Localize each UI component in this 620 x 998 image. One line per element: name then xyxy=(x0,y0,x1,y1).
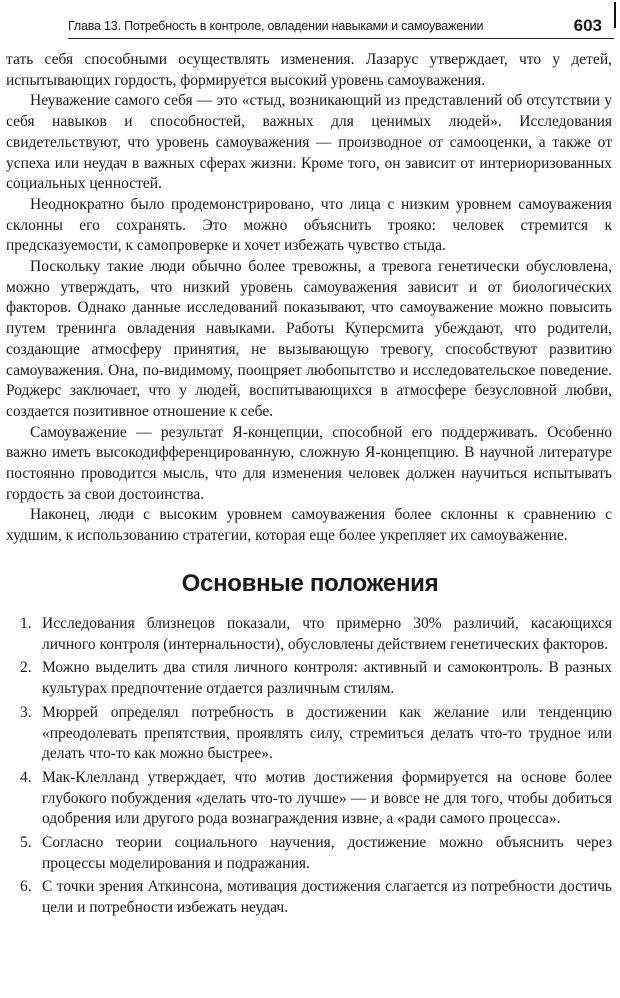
list-item xyxy=(20,703,612,765)
item-text: Мюррей определял потребность в достижении как желание или тенденцию «преодолевать препятствия, проявлять силу, стремиться делать что-то трудное или делать что-то как можно быстрее». xyxy=(42,703,612,763)
item-text: Исследования близнецов показали, что примерно 30% различий, касающихся личного контроля (интернальности), обусловлены действием генетических факторов. xyxy=(42,615,612,653)
paragraph: Неуважение самого себя — это «стыд, возникающий из представлений об отсутствии у себя навыков и способностей, важных для ценимых людей». Исследования свидетельствуют, что уровень самоуважения — производное от самооценки, а также от успеха или неудач в важных сферах жизни. Кроме того, он зависит от интериоризованных социальных ценностей. xyxy=(6,92,612,193)
list-item xyxy=(20,658,612,699)
paragraph: Наконец, люди с высоким уровнем самоуважения более склонны к сравнению с худшим, к использованию стратегии, которая еще более укрепляет их самоуважение. xyxy=(6,506,612,545)
item-text: С точки зрения Аткинсона, мотивация достижения слагается из потребности достичь цели и потребности избежать неудач. xyxy=(42,878,612,917)
item-number: 3. xyxy=(20,703,32,721)
list-item xyxy=(20,614,612,655)
key-points-list xyxy=(20,614,612,922)
item-number: 5. xyxy=(20,834,32,852)
item-number: 2. xyxy=(20,659,32,677)
item-number: 6. xyxy=(20,878,32,896)
list-item xyxy=(20,768,612,830)
page-number: 603 xyxy=(573,16,602,35)
list-item xyxy=(20,877,612,918)
item-text: Согласно теории социального научения, достижение можно объяснить через процессы моделирования и подражания. xyxy=(42,834,612,872)
item-text: Можно выделить два стиля личного контроля: активный и самоконтроль. В разных культурах предпочтение отдается различным стилям. xyxy=(42,659,612,698)
body-text xyxy=(6,50,612,547)
section-title: Основные положения xyxy=(181,570,439,597)
paragraph: тать себя способными осуществлять изменения. Лазарус утверждает, что у детей, испытывающих гордость, формируется высокий уровень самоуважения. xyxy=(6,51,612,89)
paragraph: Поскольку такие люди обычно более тревожны, а тревога генетически обусловлена, можно утверждать, что низкий уровень самоуважения зависит и от биологических факторов. Однако данные исследований показывают, что самоуважение можно повысить путем тренинга овладения навыками. Работы Куперсмита убеждают, что родители, создающие атмосферу принятия, не вызывающую тревогу, способствуют развитию самоуважения. Она, по-видимому, поощряет любопытство и исследовательское поведение. Роджерс заключает, что у людей, воспитывающихся в атмосфере безусловной любви, создается позитивное отношение к себе. xyxy=(6,258,612,420)
page-edge-mark xyxy=(614,2,616,28)
list-item xyxy=(20,833,612,874)
running-head xyxy=(68,14,614,39)
item-number: 4. xyxy=(20,768,32,786)
chapter-title: Глава 13. Потребность в контроле, овладении навыками и самоуважении xyxy=(68,19,484,33)
paragraph: Неоднократно было продемонстрировано, что лица с низким уровнем самоуважения склонны его сохранять. Это можно объяснить трояко: человек стремится к предсказуемости, к самопроверке и хочет избежать чувство стыда. xyxy=(6,195,612,255)
paragraph: Самоуважение — результат Я-концепции, способной его поддерживать. Особенно важно иметь высокодифференцированную, сложную Я-концепцию. В научной литературе постоянно проводится мысль, что для изменения человек должен научиться испытывать гордость за свои достоинства. xyxy=(6,423,612,503)
item-number: 1. xyxy=(20,615,32,632)
item-text: Мак-Клелланд утверждает, что мотив достижения формируется на основе более глубокого побуждения «делать что-то лучше» — и вовсе не для того, чтобы добиться одобрения или другого рода вознаграждения извне, а «ради самого процесса». xyxy=(42,768,612,828)
